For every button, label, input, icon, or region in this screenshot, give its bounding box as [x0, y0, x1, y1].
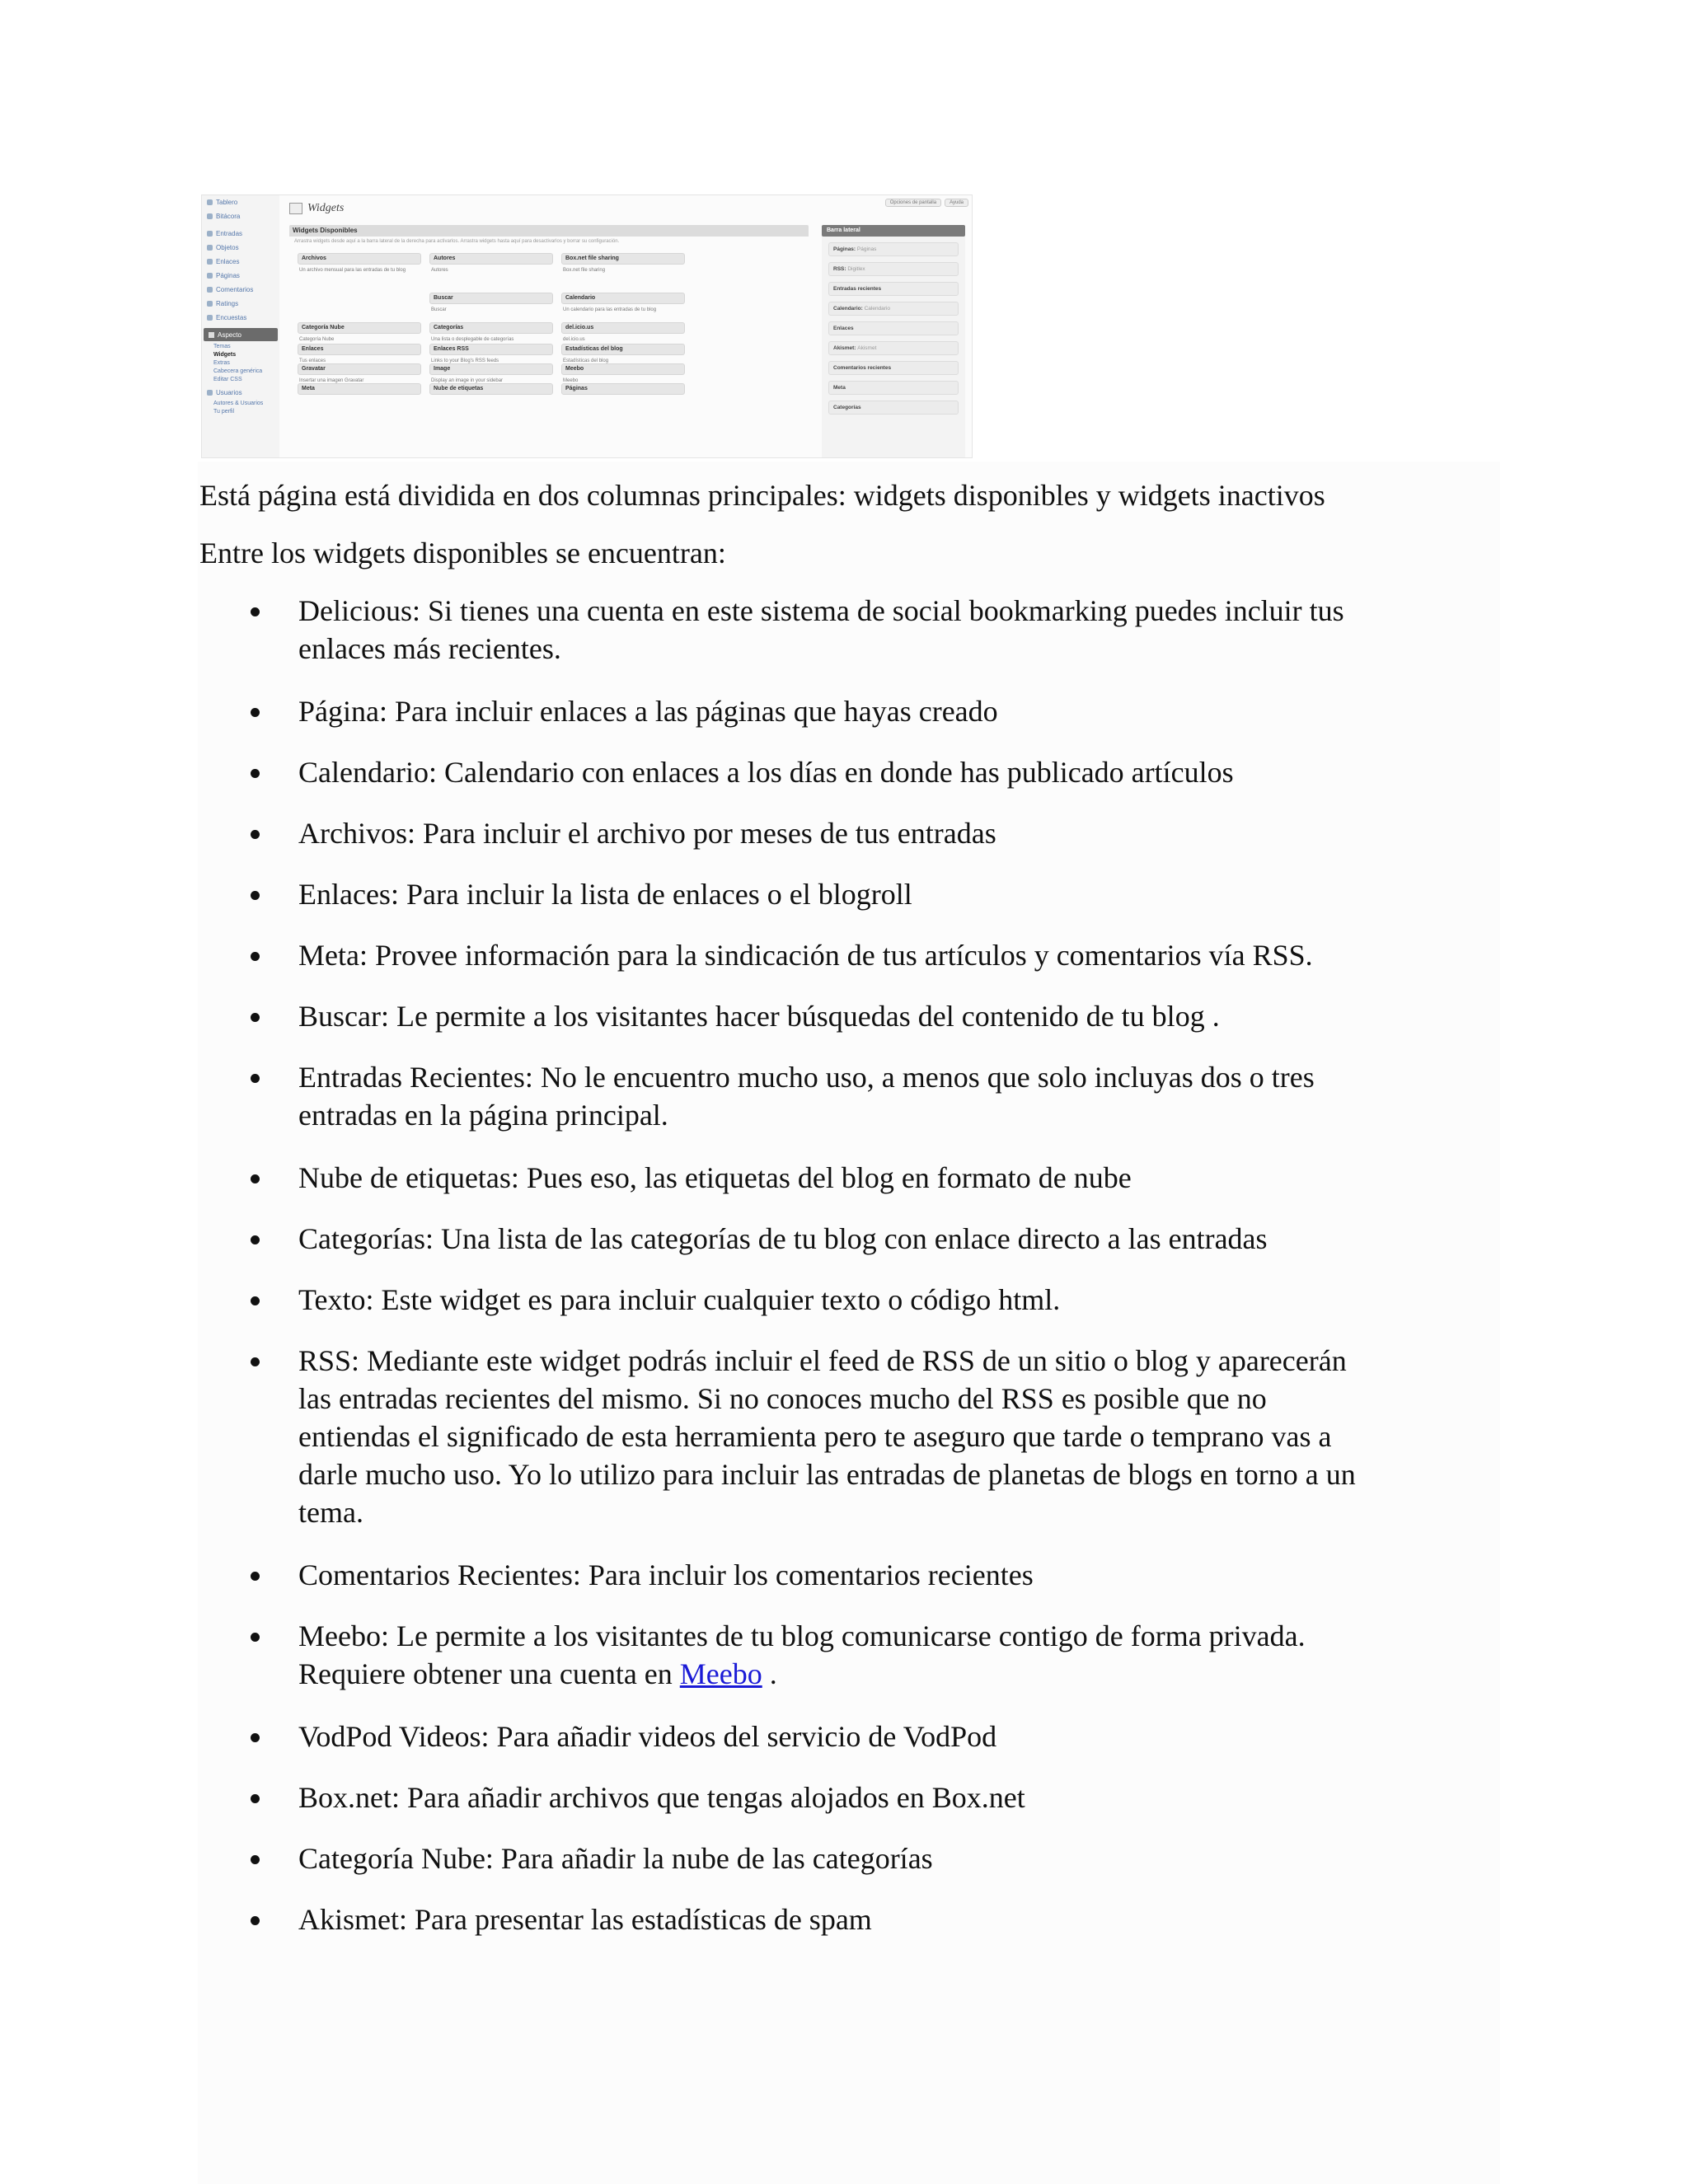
- available-widget[interactable]: [561, 253, 685, 276]
- available-widget[interactable]: [298, 383, 421, 400]
- list-item: RSS: Mediante este widget podrás incluir el feed de RSS de un sitio o blog y aparecerán las entradas recientes del mismo. Si no conoces mucho del RSS es posible que no entiendas el significado de esta herramienta pero te aseguro que tarde o temprano vas a darle mucho uso. Yo lo utilizo para incluir las entradas de planetas de blogs en torno a un tema.: [199, 1342, 1356, 1531]
- widget-description: Box.net file sharing: [563, 268, 606, 273]
- screen-option-button[interactable]: Opciones de pantalla: [885, 199, 941, 207]
- menu-icon: [207, 301, 213, 307]
- appearance-subitem[interactable]: Cabecera genérica: [213, 368, 263, 374]
- sidebar-menu-item[interactable]: [202, 311, 279, 325]
- screen-option-button[interactable]: Ayuda: [945, 199, 968, 207]
- sidebar-menu-label: Ratings: [216, 300, 239, 307]
- menu-icon: [207, 213, 213, 219]
- widget-title: Categoría Nube: [298, 322, 421, 334]
- available-widget[interactable]: [429, 383, 553, 400]
- screenshot-title: Widgets: [289, 202, 344, 215]
- list-item: Meta: Provee información para la sindicación de tus artículos y comentarios vía RSS.: [199, 936, 1313, 974]
- widget-title: Calendario: [561, 293, 685, 304]
- sidebar-widget[interactable]: [828, 321, 959, 335]
- menu-icon: [207, 287, 213, 293]
- widget-description: [429, 395, 553, 400]
- sidebar-menu-label: Objetos: [216, 244, 239, 251]
- sidebar-widget[interactable]: [828, 282, 959, 296]
- sidebar-menu-item[interactable]: [202, 283, 279, 297]
- sidebar-widgets-panel: [822, 225, 965, 458]
- bullet-icon: [251, 607, 260, 616]
- available-widget[interactable]: [561, 383, 685, 400]
- widget-description: Display an image in your sidebar: [431, 378, 504, 383]
- appearance-subitem[interactable]: Temas: [213, 344, 231, 349]
- widget-description: del.icio.us: [563, 337, 585, 342]
- bullet-icon: [251, 1074, 260, 1083]
- appearance-subitem[interactable]: Extras: [213, 360, 230, 366]
- widget-title: del.icio.us: [561, 322, 685, 334]
- list-item: Archivos: Para incluir el archivo por meses de tus entradas: [199, 814, 996, 852]
- bullet-icon: [251, 1633, 260, 1642]
- widget-description: Un calendario para las entradas de tu blog: [563, 307, 657, 312]
- menu-icon: [207, 259, 213, 265]
- bullet-icon: [251, 1916, 260, 1925]
- widget-title: Meebo: [561, 363, 685, 375]
- available-widget[interactable]: [429, 322, 553, 345]
- widget-title: Image: [429, 363, 553, 375]
- sidebar-widget-title: Calendario:: [833, 306, 863, 312]
- list-item: Entradas Recientes: No le encuentro mucho uso, a menos que solo incluyas dos o tres entradas en la página principal.: [199, 1058, 1315, 1134]
- bullet-icon: [251, 1235, 260, 1244]
- widget-title: Categorías: [429, 322, 553, 334]
- list-item: Comentarios Recientes: Para incluir los comentarios recientes: [199, 1556, 1034, 1594]
- sidebar-menu-item[interactable]: [202, 255, 279, 269]
- sidebar-menu-item[interactable]: [202, 269, 279, 283]
- sidebar-widget-title: Meta: [833, 385, 846, 391]
- available-widgets-panel: [289, 225, 809, 458]
- bullet-icon: [251, 1794, 260, 1803]
- sidebar-widget[interactable]: [828, 262, 959, 276]
- bullet-icon: [251, 708, 260, 717]
- sidebar-menu-label: Páginas: [216, 272, 240, 279]
- screen-buttons: [885, 199, 968, 207]
- widget-title: Archivos: [298, 253, 421, 265]
- widget-title: Enlaces: [298, 344, 421, 355]
- widget-description: [561, 395, 685, 400]
- list-item: Categoría Nube: Para añadir la nube de las categorías: [199, 1840, 933, 1877]
- list-item: Calendario: Calendario con enlaces a los días en donde has publicado artículos: [199, 753, 1234, 791]
- sidebar-widget-title: Akismet:: [833, 345, 856, 351]
- appearance-icon: [209, 332, 214, 338]
- appearance-subitem[interactable]: Widgets: [213, 352, 237, 358]
- list-item: Categorías: Una lista de las categorías de tu blog con enlace directo a las entradas: [199, 1220, 1268, 1258]
- sidebar-widget[interactable]: [828, 341, 959, 355]
- menu-icon: [207, 315, 213, 321]
- available-widget[interactable]: [429, 253, 553, 276]
- menu-icon: [207, 273, 213, 279]
- widget-description: Estadísticas del blog: [563, 359, 609, 363]
- meebo-link[interactable]: Meebo: [679, 1657, 762, 1690]
- sidebar-widget[interactable]: [828, 401, 959, 415]
- widget-description: Tus enlaces: [299, 359, 326, 363]
- list-item: Buscar: Le permite a los visitantes hacer búsquedas del contenido de tu blog .: [199, 997, 1220, 1035]
- appearance-subitem[interactable]: Editar CSS: [213, 377, 242, 382]
- sidebar-widget-title: Enlaces: [833, 326, 854, 331]
- widgets-screenshot: [201, 194, 973, 458]
- widget-description: Categoría Nube: [299, 337, 335, 342]
- widget-description: Buscar: [431, 307, 447, 312]
- list-item: Enlaces: Para incluir la lista de enlaces o el blogroll: [199, 875, 912, 913]
- sidebar-widget[interactable]: [828, 242, 959, 256]
- list-item: Akismet: Para presentar las estadísticas de spam: [199, 1900, 872, 1938]
- bullet-icon: [251, 952, 260, 961]
- list-item: Box.net: Para añadir archivos que tengas alojados en Box.net: [199, 1779, 1025, 1816]
- widget-title: Enlaces RSS: [429, 344, 553, 355]
- sidebar-menu-label: Bitácora: [216, 213, 241, 220]
- sidebar-widget-subtitle: Páginas: [856, 246, 877, 252]
- list-item: Texto: Este widget es para incluir cualquier texto o código html.: [199, 1281, 1060, 1319]
- bullet-icon: [251, 1855, 260, 1864]
- sidebar-menu-label: Encuestas: [216, 314, 247, 321]
- widget-title: Gravatar: [298, 363, 421, 375]
- widget-description: Meebo: [563, 378, 579, 383]
- sidebar-menu-item[interactable]: [202, 209, 279, 223]
- admin-sidebar: [202, 195, 279, 457]
- bullet-icon: [251, 1174, 260, 1183]
- bullet-icon: [251, 891, 260, 900]
- widget-description: Una lista o desplegable de categorías: [431, 337, 514, 342]
- menu-icon: [207, 245, 213, 251]
- sidebar-widget-title: Categorías: [833, 405, 861, 410]
- sidebar-widget-title: Páginas:: [833, 246, 856, 252]
- users-subitem[interactable]: Autores & Usuarios: [213, 401, 264, 406]
- sidebar-widget[interactable]: [828, 381, 959, 395]
- sidebar-widget-title: RSS:: [833, 266, 846, 272]
- available-widget[interactable]: [561, 322, 685, 345]
- bullet-icon: [251, 1733, 260, 1742]
- users-subitem[interactable]: Tu perfil: [213, 409, 235, 415]
- available-widget[interactable]: [561, 293, 685, 316]
- sidebar-widget-subtitle: Akismet: [857, 345, 877, 351]
- list-item: Nube de etiquetas: Pues eso, las etiquetas del blog en formato de nube: [199, 1159, 1132, 1197]
- sidebar-menu-label: Comentarios: [216, 286, 254, 293]
- sidebar-widget-title: Comentarios recientes: [833, 365, 892, 371]
- sidebar-panel-header: Barra lateral: [822, 225, 965, 237]
- bullet-icon: [251, 769, 260, 778]
- sidebar-widget-title: Entradas recientes: [833, 286, 882, 292]
- sidebar-menu-label: Entradas: [216, 230, 243, 237]
- bullet-icon: [251, 1357, 260, 1366]
- bullet-icon: [251, 1296, 260, 1305]
- widget-title: Autores: [429, 253, 553, 265]
- users-icon: [207, 390, 213, 396]
- widget-title: Buscar: [429, 293, 553, 304]
- widget-description: Insertar una imagen Gravatar: [299, 378, 364, 383]
- widget-title: Meta: [298, 383, 421, 395]
- users-menu-header: Usuarios: [202, 386, 279, 400]
- widget-title: Nube de etiquetas: [429, 383, 553, 395]
- sidebar-widget[interactable]: [828, 302, 959, 316]
- widget-description: Links to your Blog's RSS feeds: [431, 359, 499, 363]
- menu-icon: [207, 231, 213, 237]
- bullet-icon: [251, 1572, 260, 1581]
- sidebar-menu-item[interactable]: [202, 195, 279, 209]
- bullet-icon: [251, 830, 260, 839]
- sidebar-widget-subtitle: Digitlex: [847, 266, 865, 272]
- available-widgets-note: Arrastra widgets desde aquí a la barra lateral de la derecha para activarlos. Arrastra widgets hasta aquí para desactivarlos y borrar su configuración.: [294, 239, 620, 244]
- available-widget[interactable]: [429, 293, 553, 316]
- widget-title: Páginas: [561, 383, 685, 395]
- widgets-icon: [289, 203, 302, 214]
- widget-title: Box.net file sharing: [561, 253, 685, 265]
- appearance-menu-header: Aspecto: [204, 328, 278, 341]
- widget-description: Un archivo mensual para las entradas de tu blog: [299, 268, 406, 273]
- sidebar-menu-label: Enlaces: [216, 258, 240, 265]
- available-widgets-header: Widgets Disponibles: [289, 225, 809, 237]
- list-item: VodPod Videos: Para añadir videos del servicio de VodPod: [199, 1718, 996, 1755]
- sidebar-widget-subtitle: Calendario: [864, 306, 891, 312]
- widget-title: Estadísticas del blog: [561, 344, 685, 355]
- sidebar-menu-item[interactable]: [202, 297, 279, 311]
- widget-description: [298, 395, 421, 400]
- sidebar-menu-item[interactable]: [202, 227, 279, 241]
- list-item: Delicious: Si tienes una cuenta en este sistema de social bookmarking puedes incluir tus enlaces más recientes.: [199, 592, 1344, 668]
- widget-description: Autores: [431, 268, 448, 273]
- sidebar-widget[interactable]: [828, 361, 959, 375]
- lead-paragraph: Entre los widgets disponibles se encuentran:: [199, 537, 726, 569]
- menu-icon: [207, 199, 213, 205]
- bullet-icon: [251, 1013, 260, 1022]
- sidebar-menu-item[interactable]: [202, 241, 279, 255]
- list-item-meebo: Meebo: Le permite a los visitantes de tu blog comunicarse contigo de forma privada. Requiere obtener una cuenta en Meebo .: [199, 1617, 1306, 1693]
- available-widget[interactable]: [298, 322, 421, 345]
- sidebar-menu-label: Tablero: [216, 199, 238, 206]
- list-item: Página: Para incluir enlaces a las páginas que hayas creado: [199, 692, 998, 730]
- available-widget[interactable]: [298, 253, 421, 276]
- intro-paragraph: Está página está dividida en dos columnas principales: widgets disponibles y widgets inactivos: [199, 479, 1325, 512]
